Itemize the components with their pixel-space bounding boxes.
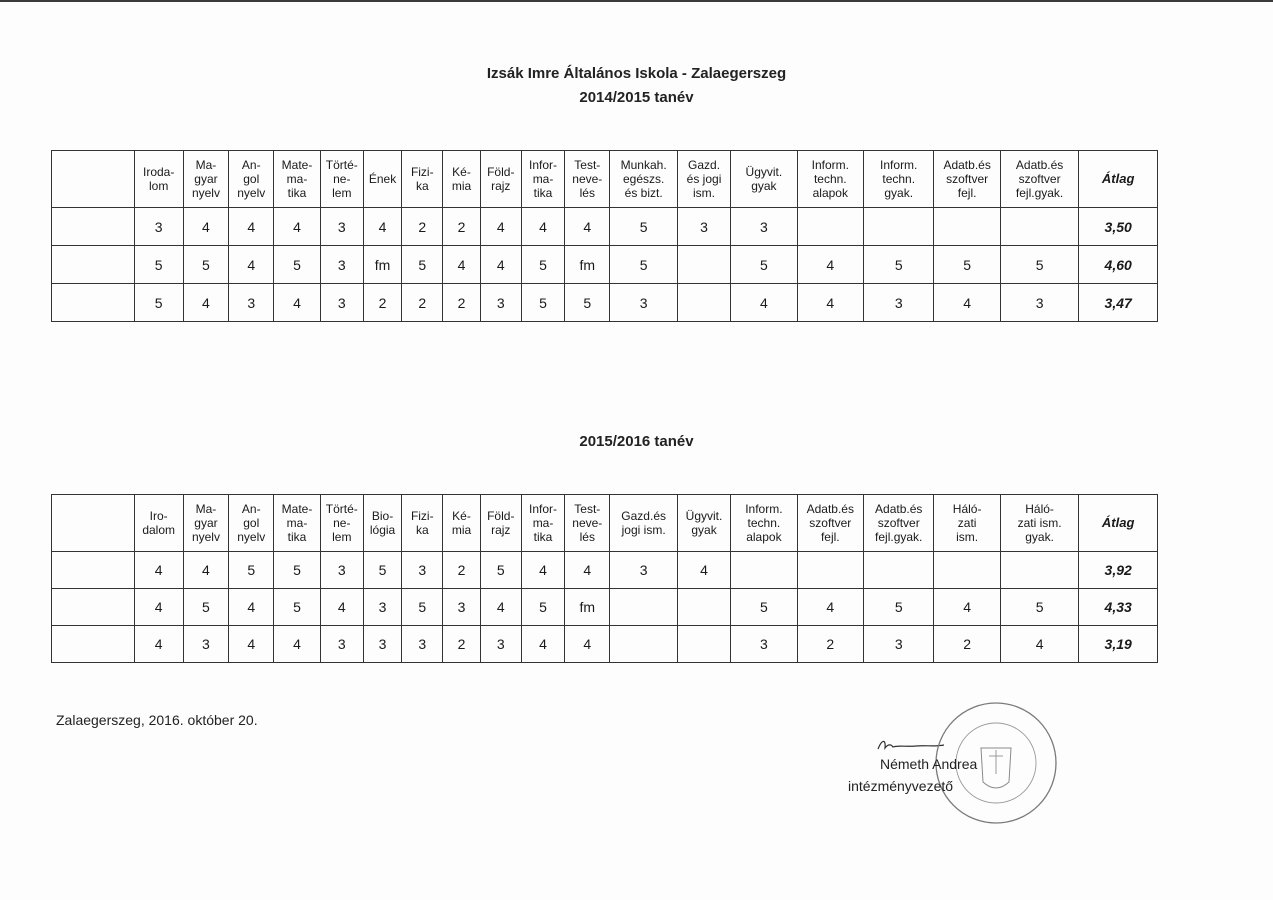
grade-cell: 3 [480,626,521,663]
header-cell-adatb-es-szoftver-fejl: Adatb.és szoftver fejl. [797,495,863,552]
grade-cell: 5 [731,589,797,626]
grade-cell: 4 [565,626,610,663]
grade-cell [864,208,934,246]
grade-cell: 4 [229,208,274,246]
grade-cell: 3 [320,284,363,322]
header-cell-ke-mia: Ké- mia [443,495,480,552]
grade-cell: 2 [363,284,401,322]
header-cell-fizi-ka: Fizi- ka [402,495,443,552]
grade-cell: 3 [864,284,934,322]
grade-cell: fm [565,589,610,626]
header-cell-mate-ma-tika: Mate- ma- tika [274,495,320,552]
scan-top-edge [0,0,1273,2]
grade-cell: 5 [610,208,677,246]
average-cell: 3,19 [1079,626,1158,663]
grade-cell [934,208,1000,246]
header-cell-inform-techn-alapok: Inform. techn. alapok [731,495,797,552]
grade-cell: 5 [402,246,443,284]
grade-cell: 2 [402,208,443,246]
header-cell-torte-ne-lem: Törté- ne- lem [320,495,363,552]
grade-cell: 5 [402,589,443,626]
table-header-row [52,151,1158,208]
student-name-cell [52,208,135,246]
grade-cell: 5 [521,246,564,284]
header-cell-infor-ma-tika: Infor- ma- tika [521,151,564,208]
header-cell-adatb-es-szoftver-fejl-gyak: Adatb.és szoftver fejl.gyak. [1000,151,1078,208]
header-cell-halo-zati-ism: Háló- zati ism. [934,495,1000,552]
grade-cell: 4 [134,552,183,589]
average-cell: 3,92 [1079,552,1158,589]
grade-cell: 5 [731,246,797,284]
place-and-date: Zalaegerszeg, 2016. október 20. [56,712,258,728]
grade-cell: 4 [229,246,274,284]
header-cell-mate-ma-tika: Mate- ma- tika [274,151,320,208]
grade-cell: 4 [363,208,401,246]
grade-cell: 5 [610,246,677,284]
grade-cell: 4 [183,552,228,589]
grade-cell: 3 [677,208,730,246]
table-header-row [52,495,1158,552]
grade-cell: 4 [320,589,363,626]
grade-cell: 5 [134,284,183,322]
grade-cell [934,552,1000,589]
header-cell-inform-techn-gyak: Inform. techn. gyak. [864,151,934,208]
header-cell-fizi-ka: Fizi- ka [402,151,443,208]
grade-cell: 3 [1000,284,1078,322]
grade-cell: 4 [934,284,1000,322]
grade-cell: 3 [610,552,677,589]
grade-cell: 2 [443,284,480,322]
grade-cell: 5 [934,246,1000,284]
grade-cell [677,284,730,322]
grade-cell: 3 [731,208,797,246]
header-cell-bio-logia: Bio- lógia [363,495,401,552]
header-cell-test-neve-les: Test- neve- lés [565,495,610,552]
grade-cell: 5 [521,589,564,626]
grade-cell: 4 [797,589,863,626]
grade-cell: 2 [443,208,480,246]
grade-cell: 3 [229,284,274,322]
grade-cell: 2 [402,284,443,322]
grade-cell: 5 [183,589,228,626]
grade-cell [677,626,730,663]
grades-table-2014-2015 [51,150,1158,322]
table-row [52,626,1158,663]
grade-cell: 3 [134,208,183,246]
header-cell-gazd-es-jogi-ism: Gazd. és jogi ism. [677,151,730,208]
grade-cell: 5 [274,589,320,626]
header-cell-gazd-es-jogi-ism: Gazd.és jogi ism. [610,495,677,552]
grade-cell: 4 [934,589,1000,626]
grade-cell: 5 [864,589,934,626]
grade-cell: 4 [183,208,228,246]
header-cell-halo-zati-ism-gyak: Háló- zati ism. gyak. [1000,495,1078,552]
grade-cell: 3 [443,589,480,626]
grade-cell [610,589,677,626]
header-cell-name [52,495,135,552]
header-cell-ugyvit-gyak: Ügyvit. gyak [677,495,730,552]
grade-cell: 4 [1000,626,1078,663]
header-cell-ugyvit-gyak: Ügyvit. gyak [731,151,797,208]
grade-cell: 3 [320,626,363,663]
average-cell: 3,47 [1079,284,1158,322]
header-cell-enek: Ének [363,151,401,208]
header-cell-adatb-es-szoftver-fejl: Adatb.és szoftver fejl. [934,151,1000,208]
student-name-cell [52,552,135,589]
header-cell-an-gol-nyelv: An- gol nyelv [229,151,274,208]
header-cell-infor-ma-tika: Infor- ma- tika [521,495,564,552]
header-cell-name [52,151,135,208]
table-row [52,552,1158,589]
student-name-cell [52,589,135,626]
school-title: Izsák Imre Általános Iskola - Zalaegerszeg [486,65,787,82]
table-row [52,284,1158,322]
header-cell-torte-ne-lem: Törté- ne- lem [320,151,363,208]
grade-cell: 4 [521,208,564,246]
header-cell-inform-techn-alapok: Inform. techn. alapok [797,151,863,208]
grade-cell: fm [363,246,401,284]
grade-cell: 5 [864,246,934,284]
grade-cell: 5 [274,552,320,589]
signer-role: intézményvezető [848,778,954,794]
grade-cell: 3 [402,552,443,589]
grade-cell: 4 [797,284,863,322]
grade-cell: 3 [183,626,228,663]
grade-cell [677,589,730,626]
grade-cell: 3 [320,246,363,284]
grade-cell: 5 [363,552,401,589]
header-cell-adatb-es-szoftver-fejl-gyak: Adatb.és szoftver fejl.gyak. [864,495,934,552]
grade-cell [797,208,863,246]
grade-cell [731,552,797,589]
header-cell-ke-mia: Ké- mia [443,151,480,208]
grade-cell: 3 [402,626,443,663]
grade-cell [797,552,863,589]
header-cell-atlag: Átlag [1079,495,1158,552]
grade-cell: 4 [274,208,320,246]
grade-cell: 4 [134,626,183,663]
grade-cell: 4 [229,626,274,663]
header-cell-test-neve-les: Test- neve- lés [565,151,610,208]
table-row [52,246,1158,284]
student-name-cell [52,246,135,284]
grade-cell: 5 [134,246,183,284]
grade-cell: 4 [521,552,564,589]
header-cell-fold-rajz: Föld- rajz [480,495,521,552]
grade-cell: 5 [1000,246,1078,284]
grade-cell: 4 [274,626,320,663]
grade-cell [864,552,934,589]
grade-cell: 3 [363,626,401,663]
grade-cell: 3 [320,208,363,246]
grade-cell: 4 [480,246,521,284]
grade-cell: 5 [229,552,274,589]
header-cell-iroda-lom: Iroda- lom [134,151,183,208]
table-row [52,208,1158,246]
signer-name: Németh Andrea [880,756,978,772]
grade-cell: 5 [274,246,320,284]
grade-cell [610,626,677,663]
grade-cell: 2 [443,626,480,663]
grade-cell: 4 [443,246,480,284]
grade-cell: 4 [480,208,521,246]
header-cell-ma-gyar-nyelv: Ma- gyar nyelv [183,495,228,552]
grade-cell: 2 [934,626,1000,663]
grade-cell: 5 [480,552,521,589]
grade-cell: 4 [731,284,797,322]
grade-cell: 4 [521,626,564,663]
header-cell-fold-rajz: Föld- rajz [480,151,521,208]
grade-cell: 4 [274,284,320,322]
grade-cell: 5 [521,284,564,322]
grade-cell: 4 [183,284,228,322]
grade-cell: 5 [183,246,228,284]
header-cell-munkah-egeszs-es-bizt: Munkah. egészs. és bizt. [610,151,677,208]
header-cell-iro-dalom: Iro- dalom [134,495,183,552]
header-cell-atlag: Átlag [1079,151,1158,208]
school-year-2: 2015/2016 tanév [579,433,694,450]
grade-cell: 4 [797,246,863,284]
grade-cell: 3 [610,284,677,322]
grade-cell: 3 [480,284,521,322]
grade-cell [1000,208,1078,246]
grade-cell: 4 [229,589,274,626]
grade-cell [1000,552,1078,589]
student-name-cell [52,626,135,663]
grade-cell: 3 [363,589,401,626]
grade-cell: 4 [677,552,730,589]
grade-cell [677,246,730,284]
grade-cell: 3 [320,552,363,589]
grade-cell: 4 [134,589,183,626]
header-cell-an-gol-nyelv: An- gol nyelv [229,495,274,552]
average-cell: 3,50 [1079,208,1158,246]
grade-cell: 2 [797,626,863,663]
table-row [52,589,1158,626]
grade-cell: 2 [443,552,480,589]
grade-cell: 5 [1000,589,1078,626]
grades-table-2015-2016 [51,494,1158,663]
grade-cell: 4 [565,552,610,589]
average-cell: 4,33 [1079,589,1158,626]
student-name-cell [52,284,135,322]
grade-cell: 5 [565,284,610,322]
header-cell-ma-gyar-nyelv: Ma- gyar nyelv [183,151,228,208]
grade-cell: 3 [731,626,797,663]
school-year-1: 2014/2015 tanév [579,89,694,106]
average-cell: 4,60 [1079,246,1158,284]
grade-cell: 4 [565,208,610,246]
grade-cell: fm [565,246,610,284]
grade-cell: 3 [864,626,934,663]
grade-cell: 4 [480,589,521,626]
